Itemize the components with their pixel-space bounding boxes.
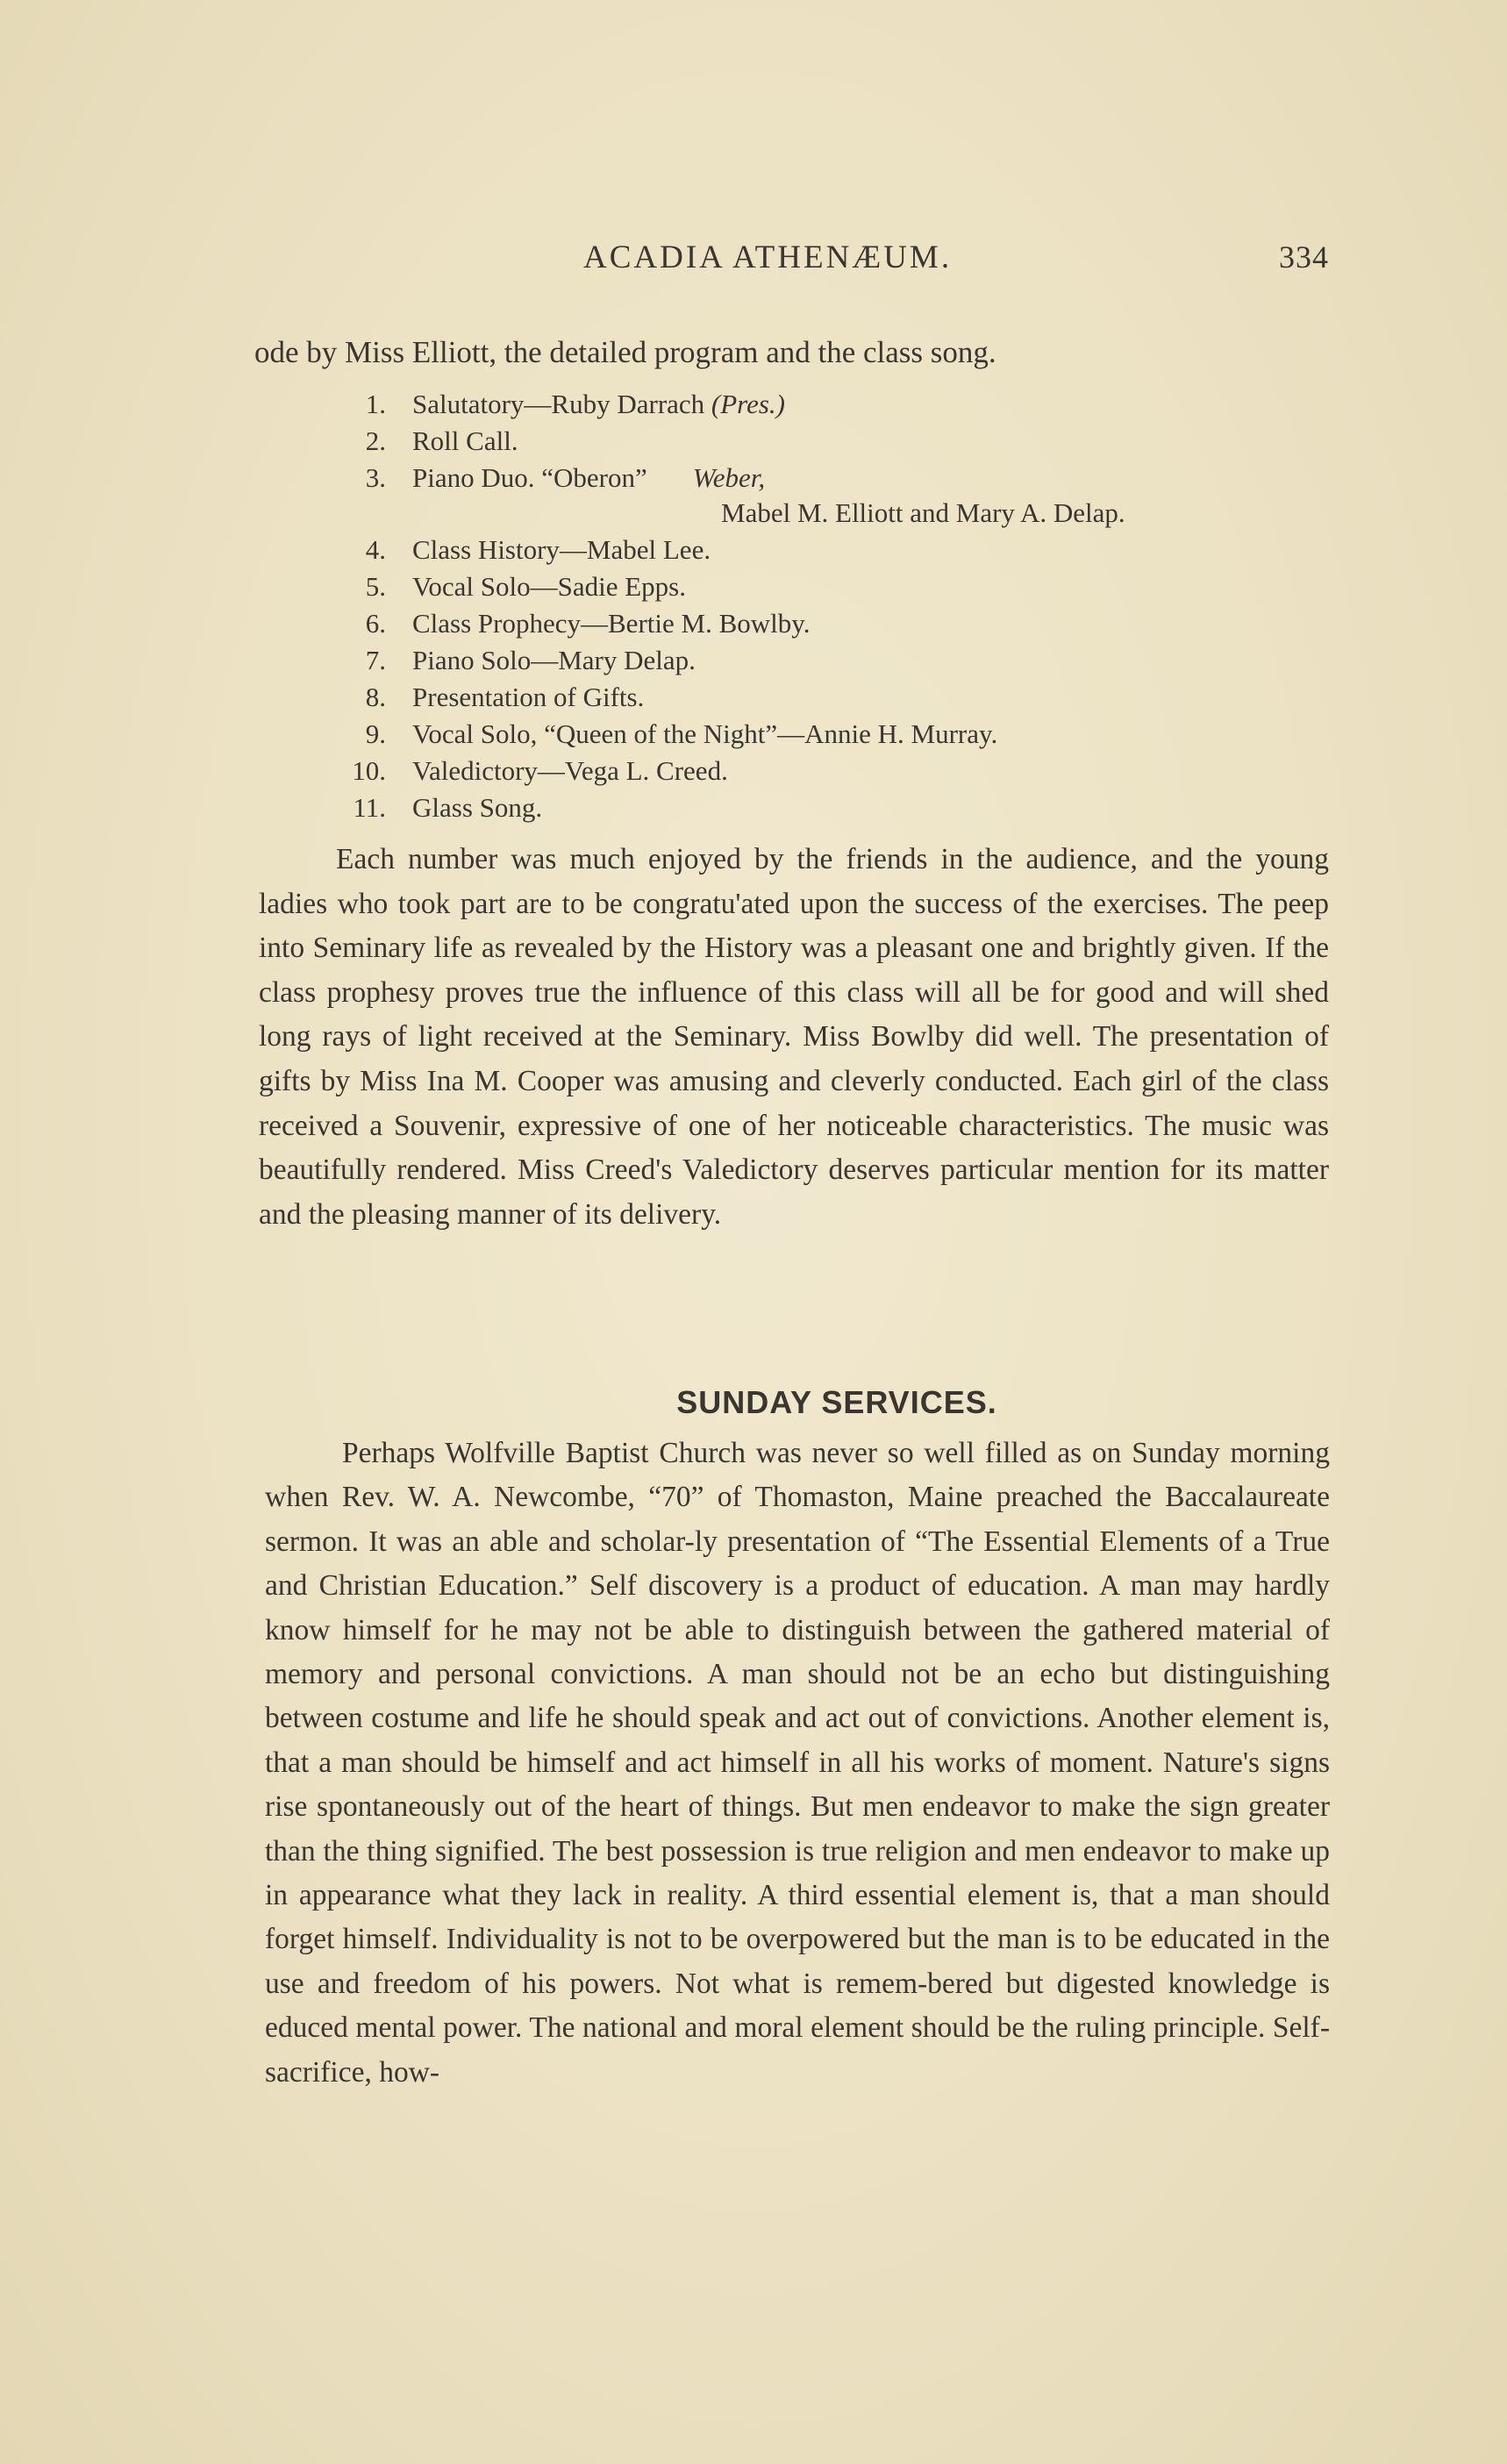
program-item-number: 2. xyxy=(365,425,386,456)
program-item xyxy=(333,753,1333,789)
running-header xyxy=(254,239,1329,282)
program-item-number: 1. xyxy=(365,389,386,419)
body-paragraph: Perhaps Wolfville Baptist Church was never so well filled as on Sunday morning when Rev. W. A. Newcombe, “70” of Thomaston, Maine preached the Baccalaureate sermon. It was an able and scholar-ly presentation of “The Essential Elements of a True and Christian Education.” Self discovery is a product of education. A man may hardly know himself for he may not be able to distinguish between the gathered material of memory and personal convictions. A man should not be an echo but distinguishing between costume and life he should speak and act out of convictions. Another element is, that a man should be himself and act himself in all his works of moment. Nature's signs rise spontaneously out of the heart of things. But men endeavor to make the sign greater than the thing signified. The best possession is true religion and men endeavor to make up in appearance what they lack in reality. A third essential element is, that a man should forget himself. Individuality is not to be overpowered but the man is to be educated in the use and freedom of his powers. Not what is remem-bered but digested knowledge is educed mental power. The national and moral element should be the ruling principle. Self-sacrifice, how- xyxy=(265,1437,1330,2089)
program-item xyxy=(333,532,1333,568)
program-item-label: Piano Duo. “Oberon” xyxy=(412,462,647,493)
program-item-performers: Mabel M. Elliott and Mary A. Delap. xyxy=(721,497,1125,528)
program-item-number: 8. xyxy=(365,682,386,712)
section-heading: SUNDAY SERVICES. xyxy=(676,1384,997,1420)
program-item-text: Class History—Mabel Lee. xyxy=(412,534,711,565)
program-item-number: 9. xyxy=(365,718,386,749)
program-item-number: 6. xyxy=(365,608,386,639)
program-item-composer: Weber, xyxy=(692,462,766,493)
running-title: ACADIA ATHENÆUM. xyxy=(583,239,953,275)
program-item-number: 11. xyxy=(353,792,386,823)
program-item-suffix: (Pres.) xyxy=(704,389,785,419)
program-item-number: 7. xyxy=(365,645,386,675)
program-item xyxy=(333,460,1333,532)
program-list xyxy=(333,386,1333,826)
program-item-text: Glass Song. xyxy=(412,792,543,823)
program-item-text xyxy=(412,386,785,423)
program-item xyxy=(333,679,1333,716)
continuation-line: ode by Miss Elliott, the detailed program and the class song. xyxy=(254,335,996,369)
program-item-number: 4. xyxy=(365,534,386,565)
program-item-text: Presentation of Gifts. xyxy=(412,682,645,712)
program-item-text: Piano Solo—Mary Delap. xyxy=(412,645,696,675)
program-item-text: Vocal Solo—Sadie Epps. xyxy=(412,571,686,602)
body-paragraph: Each number was much enjoyed by the friends in the audience, and the young ladies who took part are to be congratu'ated upon the success of the exercises. The peep into Seminary life as revealed by the History was a pleasant one and brightly given. If the class prophesy proves true the influence of this class will all be for good and will shed long rays of light received at the Seminary. Miss Bowlby did well. The presentation of gifts by Miss Ina M. Cooper was amusing and cleverly conducted. Each girl of the class received a Souvenir, expressive of one of her noticeable characteristics. The music was beautifully rendered. Miss Creed's Valedictory deserves particular mention for its matter and the pleasing manner of its delivery. xyxy=(259,843,1329,1231)
program-item-text xyxy=(412,460,765,496)
program-item xyxy=(333,789,1333,826)
program-item-text: Vocal Solo, “Queen of the Night”—Annie H. Murray. xyxy=(412,718,998,749)
program-item xyxy=(333,716,1333,753)
program-item xyxy=(333,642,1333,679)
program-item xyxy=(333,605,1333,642)
program-item xyxy=(333,568,1333,605)
program-item xyxy=(333,386,1333,423)
program-item xyxy=(333,423,1333,460)
program-item-label: Salutatory—Ruby Darrach xyxy=(412,389,705,419)
program-item-number: 3. xyxy=(365,462,386,493)
program-item-text: Valedictory—Vega L. Creed. xyxy=(412,755,728,786)
program-item-text: Roll Call. xyxy=(412,425,518,456)
program-item-number: 5. xyxy=(365,571,386,602)
program-item-number: 10. xyxy=(352,755,386,786)
page-number: 334 xyxy=(1279,239,1329,275)
program-item-text: Class Prophecy—Bertie M. Bowlby. xyxy=(412,608,811,639)
